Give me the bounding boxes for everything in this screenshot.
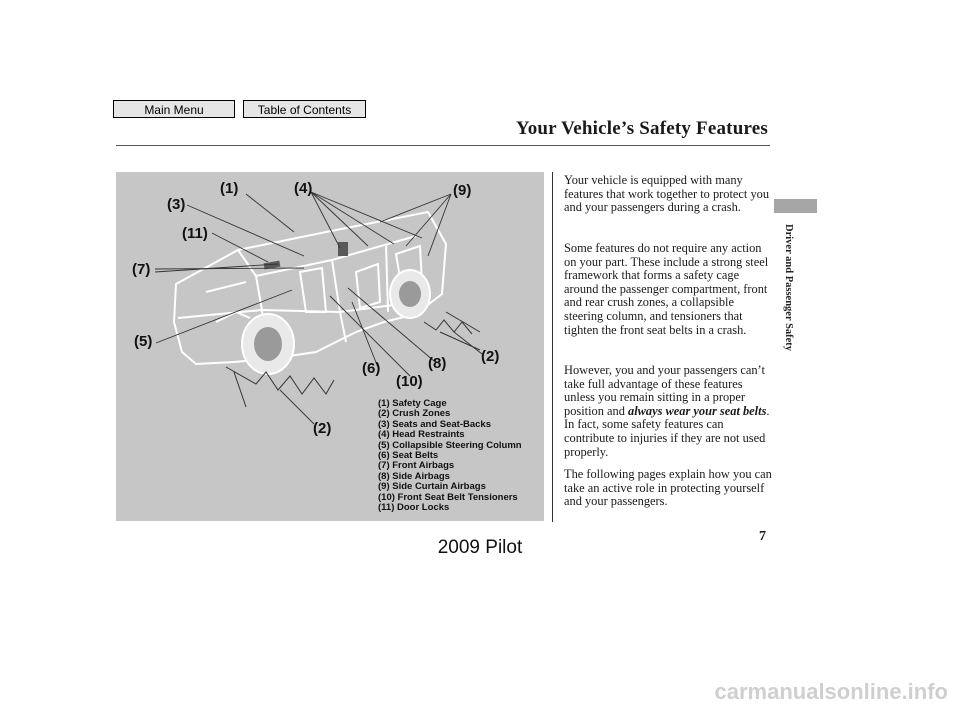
body-paragraph-3: However, you and your passengers can’t take full advantage of these features unless you remain sitting in a proper position and always wear your seat belts. In fact, some safety features can contribute to injuries if they are not used properly. — [564, 363, 770, 459]
section-side-label: Driver and Passenger Safety — [783, 224, 794, 352]
section-tab-marker — [774, 199, 817, 213]
legend-item: (6) Seat Belts — [378, 450, 439, 462]
column-divider — [552, 172, 553, 522]
callout-11: (11) — [182, 225, 208, 242]
page-number: 7 — [759, 529, 766, 544]
legend-item: (2) Crush Zones — [378, 408, 451, 420]
safety-features-illustration — [116, 172, 544, 521]
legend-item: (5) Collapsible Steering Column — [378, 439, 522, 451]
model-footer: 2009 Pilot — [437, 537, 523, 558]
site-watermark: carmanualsonline.info — [714, 679, 948, 704]
callout-9: (9) — [453, 182, 472, 199]
callout-4: (4) — [294, 180, 313, 197]
legend-item: (7) Front Airbags — [378, 460, 455, 472]
figure-legend — [378, 399, 522, 513]
legend-item: (1) Safety Cage — [378, 398, 447, 409]
body-paragraph-4: The following pages explain how you can take an active role in protecting yourself and your passengers. — [564, 467, 772, 509]
callout-1: (1) — [220, 180, 239, 197]
legend-item: (11) Door Locks — [378, 502, 450, 514]
callout-7: (7) — [132, 261, 151, 278]
legend-item: (10) Front Seat Belt Tensioners — [378, 491, 518, 503]
table-of-contents-button[interactable]: Table of Contents — [243, 100, 366, 118]
seat-belt-emphasis: always wear your seat belts — [628, 403, 767, 418]
legend-item: (3) Seats and Seat-Backs — [378, 418, 491, 430]
legend-item: (9) Side Curtain Airbags — [378, 481, 486, 493]
main-menu-button[interactable]: Main Menu — [113, 100, 235, 118]
legend-item: (8) Side Airbags — [378, 470, 450, 482]
header-divider — [116, 145, 770, 146]
page-title: Your Vehicle’s Safety Features — [515, 118, 768, 139]
callout-2-rear: (2) — [481, 348, 500, 365]
callout-6: (6) — [362, 360, 381, 377]
callout-8: (8) — [428, 355, 447, 372]
body-paragraph-1: Your vehicle is equipped with many features that work together to protect you and your passengers during a crash. — [564, 173, 770, 215]
callout-2-front: (2) — [313, 420, 332, 437]
callout-5: (5) — [134, 333, 153, 350]
body-paragraph-2: Some features do not require any action on your part. These include a strong steel framework that forms a safety cage around the passenger compartment, front and rear crush zones, a collapsible steering column, and tensioners that tighten the front seat belts in a crash. — [564, 241, 769, 337]
legend-item: (4) Head Restraints — [378, 429, 465, 441]
callout-10: (10) — [396, 373, 423, 390]
callout-3: (3) — [167, 196, 186, 213]
